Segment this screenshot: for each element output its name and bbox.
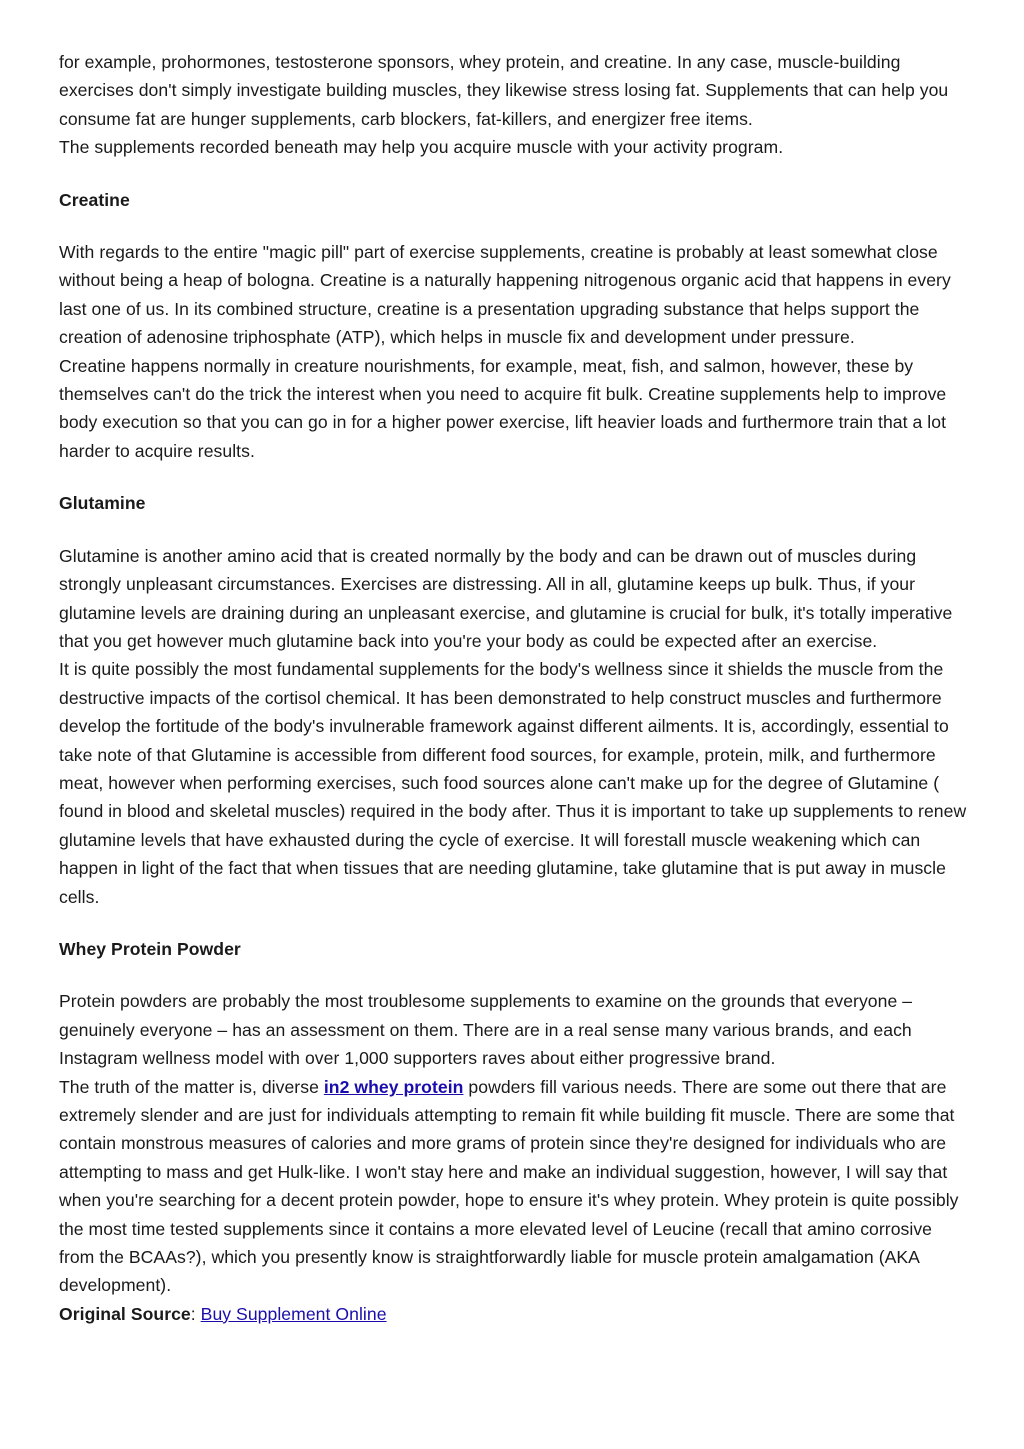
whey-paragraph xyxy=(59,1073,971,1300)
spacer xyxy=(59,214,971,238)
buy-supplement-online-link[interactable]: Buy Supplement Online xyxy=(200,1303,387,1324)
intro-paragraph: The supplements recorded beneath may help you acquire muscle with your activity program. xyxy=(59,137,784,158)
glutamine-paragraph: It is quite possibly the most fundamental supplements for the body's wellness since it shields the muscle from the destructive impacts of the cortisol chemical. It has been demonstrated to help construct muscles and furthermore develop the fortitude of the body's invulnerable framework against different ailments. It is, accordingly, essential to take note of that Glutamine is accessible from different food sources, for example, protein, milk, and furthermore meat, however when performing exercises, such food sources alone can't make up for the degree of Glutamine ( found in blood and skeletal muscles) required in the body after. Thus it is important to take up supplements to renew glutamine levels that have exhausted during the cycle of exercise. It will forestall muscle weakening which can happen in light of the fact that when tissues that are needing glutamine, take glutamine that is put away in muscle cells. xyxy=(59,659,967,907)
spacer xyxy=(59,911,971,935)
original-source-label: Original Source xyxy=(59,1303,191,1324)
whey-paragraph: Protein powders are probably the most troublesome supplements to examine on the grounds that everyone – genuinely everyone – has an assessment on them. There are in a real sense many various brands, and each Instagram wellness model with over 1,000 supporters raves about either progressive brand. xyxy=(59,991,913,1069)
creatine-paragraph: With regards to the entire "magic pill" part of exercise supplements, creatine is probably at least somewhat close without being a heap of bologna. Creatine is a naturally happening nitrogenous organic acid that happens in every last one of us. In its combined structure, creatine is a presentation upgrading substance that helps support the creation of adenosine triphosphate (ATP), which helps in muscle fix and development under pressure. xyxy=(59,242,951,348)
spacer xyxy=(59,518,971,542)
whey-text-before-link: The truth of the matter is, diverse xyxy=(59,1076,324,1097)
spacer xyxy=(59,963,971,987)
intro-paragraph: for example, prohormones, testosterone sponsors, whey protein, and creatine. In any case, muscle-building exercises don't simply investigate building muscles, they likewise stress losing fat. Supplements that can help you consume fat are hunger supplements, carb blockers, fat-killers, and energizer free items. xyxy=(59,52,949,129)
whey-text-after-link: powders fill various needs. There are some out there that are extremely slender and are just for individuals attempting to remain fit while building fit muscle. There are some that contain monstrous measures of calories and more grams of protein since they're designed for individuals who are attempting to mass and get Hulk-like. I won't stay here and make an individual suggestion, however, I will say that when you're searching for a decent protein powder, hope to ensure it's whey protein. Whey protein is quite possibly the most time tested supplements since it contains a more elevated level of Leucine (recall that amino corrosive from the BCAAs?), which you presently know is straightforwardly liable for muscle protein amalgamation (AKA development). xyxy=(59,1076,959,1296)
section-heading-whey: Whey Protein Powder xyxy=(59,938,241,959)
source-separator: : xyxy=(190,1303,201,1324)
spacer xyxy=(59,162,971,186)
section-heading-creatine: Creatine xyxy=(59,189,130,210)
original-source-line xyxy=(59,1300,971,1328)
section-heading-glutamine: Glutamine xyxy=(59,493,146,514)
spacer xyxy=(59,465,971,489)
document-page xyxy=(59,48,971,1328)
glutamine-paragraph: Glutamine is another amino acid that is created normally by the body and can be drawn out of muscles during strongly unpleasant circumstances. Exercises are distressing. All in all, glutamine keeps up bulk. Thus, if your glutamine levels are draining during an unpleasant exercise, and glutamine is crucial for bulk, it's totally imperative that you get however much glutamine back into you're your body as could be expected after an exercise. xyxy=(59,545,953,651)
creatine-paragraph: Creatine happens normally in creature nourishments, for example, meat, fish, and salmon, however, these by themselves can't do the trick the interest when you need to acquire fit bulk. Creatine supplements help to improve body execution so that you can go in for a higher power exercise, lift heavier loads and furthermore train that a lot harder to acquire results. xyxy=(59,355,947,461)
in2-whey-protein-link[interactable]: in2 whey protein xyxy=(323,1076,464,1097)
